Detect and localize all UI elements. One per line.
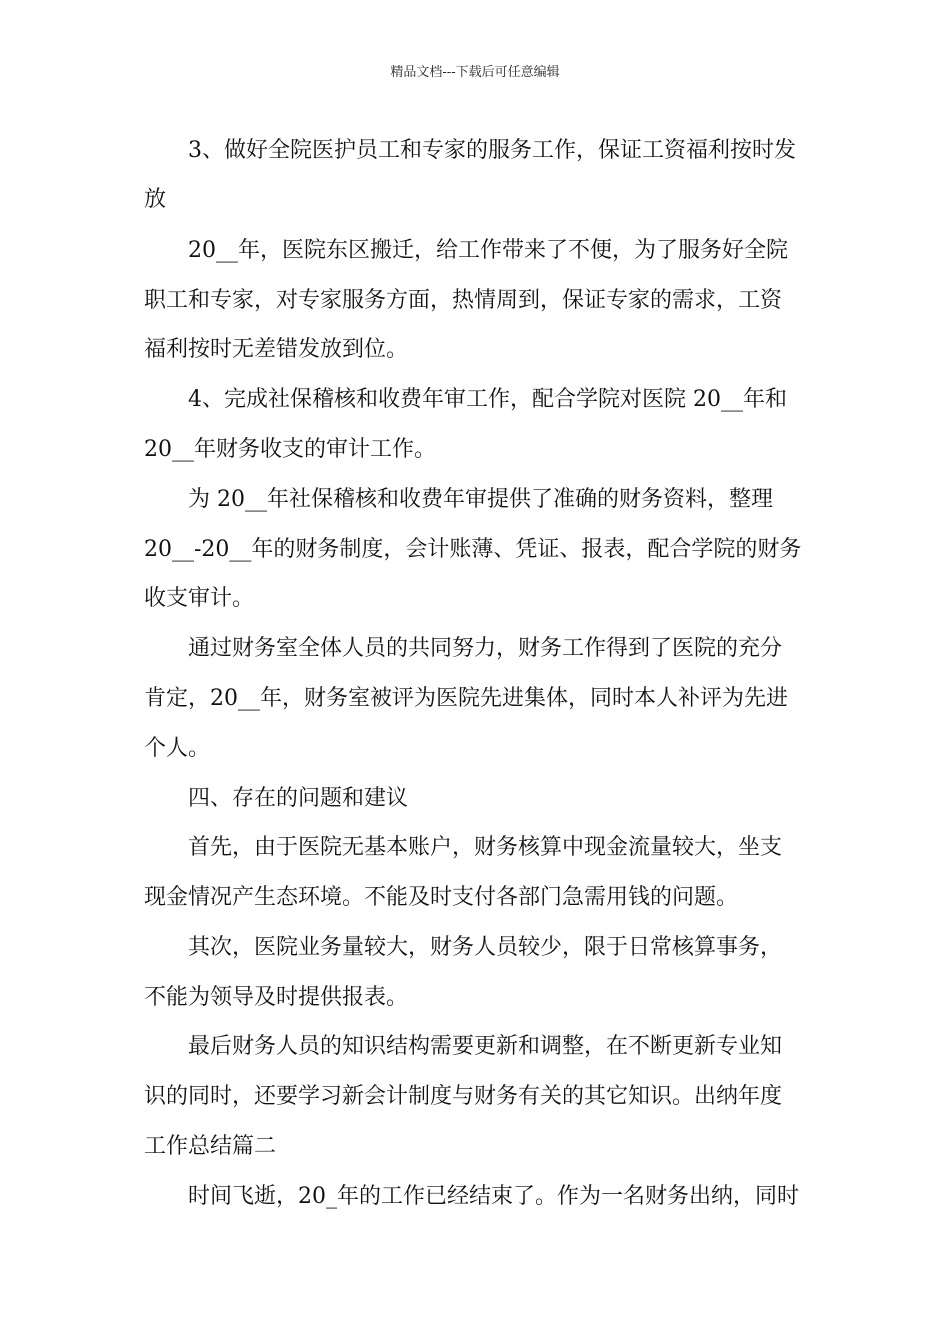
text-line: 收支审计。 bbox=[144, 586, 255, 611]
text-line: 3、做好全院医护员工和专家的服务工作，保证工资福利按时发 bbox=[144, 138, 796, 163]
text-line: 为 20__年社保稽核和收费年审提供了准确的财务资料，整理 bbox=[144, 487, 773, 512]
text-line: 放 bbox=[144, 187, 167, 212]
text-line: 时间飞逝，20_年的工作已经结束了。作为一名财务出纳，同时 bbox=[144, 1184, 799, 1209]
text-line: 福利按时无差错发放到位。 bbox=[144, 337, 409, 362]
section-heading: 四、存在的问题和建议 bbox=[144, 786, 409, 811]
text-line: 20__年财务收支的审计工作。 bbox=[144, 437, 436, 462]
text-line: 20__年，医院东区搬迁，给工作带来了不便，为了服务好全院 bbox=[144, 238, 788, 263]
text-line: 职工和专家，对专家服务方面，热情周到，保证专家的需求，工资 bbox=[144, 288, 783, 313]
text-line: 通过财务室全体人员的共同努力，财务工作得到了医院的充分 bbox=[144, 636, 783, 661]
text-line: 最后财务人员的知识结构需要更新和调整，在不断更新专业知 bbox=[144, 1034, 783, 1059]
text-line: 20__-20__年的财务制度，会计账薄、凭证、报表，配合学院的财务 bbox=[144, 537, 802, 562]
text-line: 其次，医院业务量较大，财务人员较少，限于日常核算事务， bbox=[144, 935, 783, 960]
text-line: 个人。 bbox=[144, 736, 211, 761]
text-line: 不能为领导及时提供报表。 bbox=[144, 985, 409, 1010]
page-header: 精品文档---下载后可任意编辑 bbox=[390, 65, 560, 80]
text-line: 4、完成社保稽核和收费年审工作，配合学院对医院 20__年和 bbox=[144, 387, 787, 412]
text-line: 肯定，20__年，财务室被评为医院先进集体，同时本人补评为先进 bbox=[144, 686, 788, 711]
text-line: 首先，由于医院无基本账户，财务核算中现金流量较大，坐支 bbox=[144, 835, 783, 860]
text-line: 现金情况产生态环境。不能及时支付各部门急需用钱的问题。 bbox=[144, 885, 739, 910]
text-line: 工作总结篇二 bbox=[144, 1134, 277, 1159]
text-line: 识的同时，还要学习新会计制度与财务有关的其它知识。出纳年度 bbox=[144, 1084, 783, 1109]
